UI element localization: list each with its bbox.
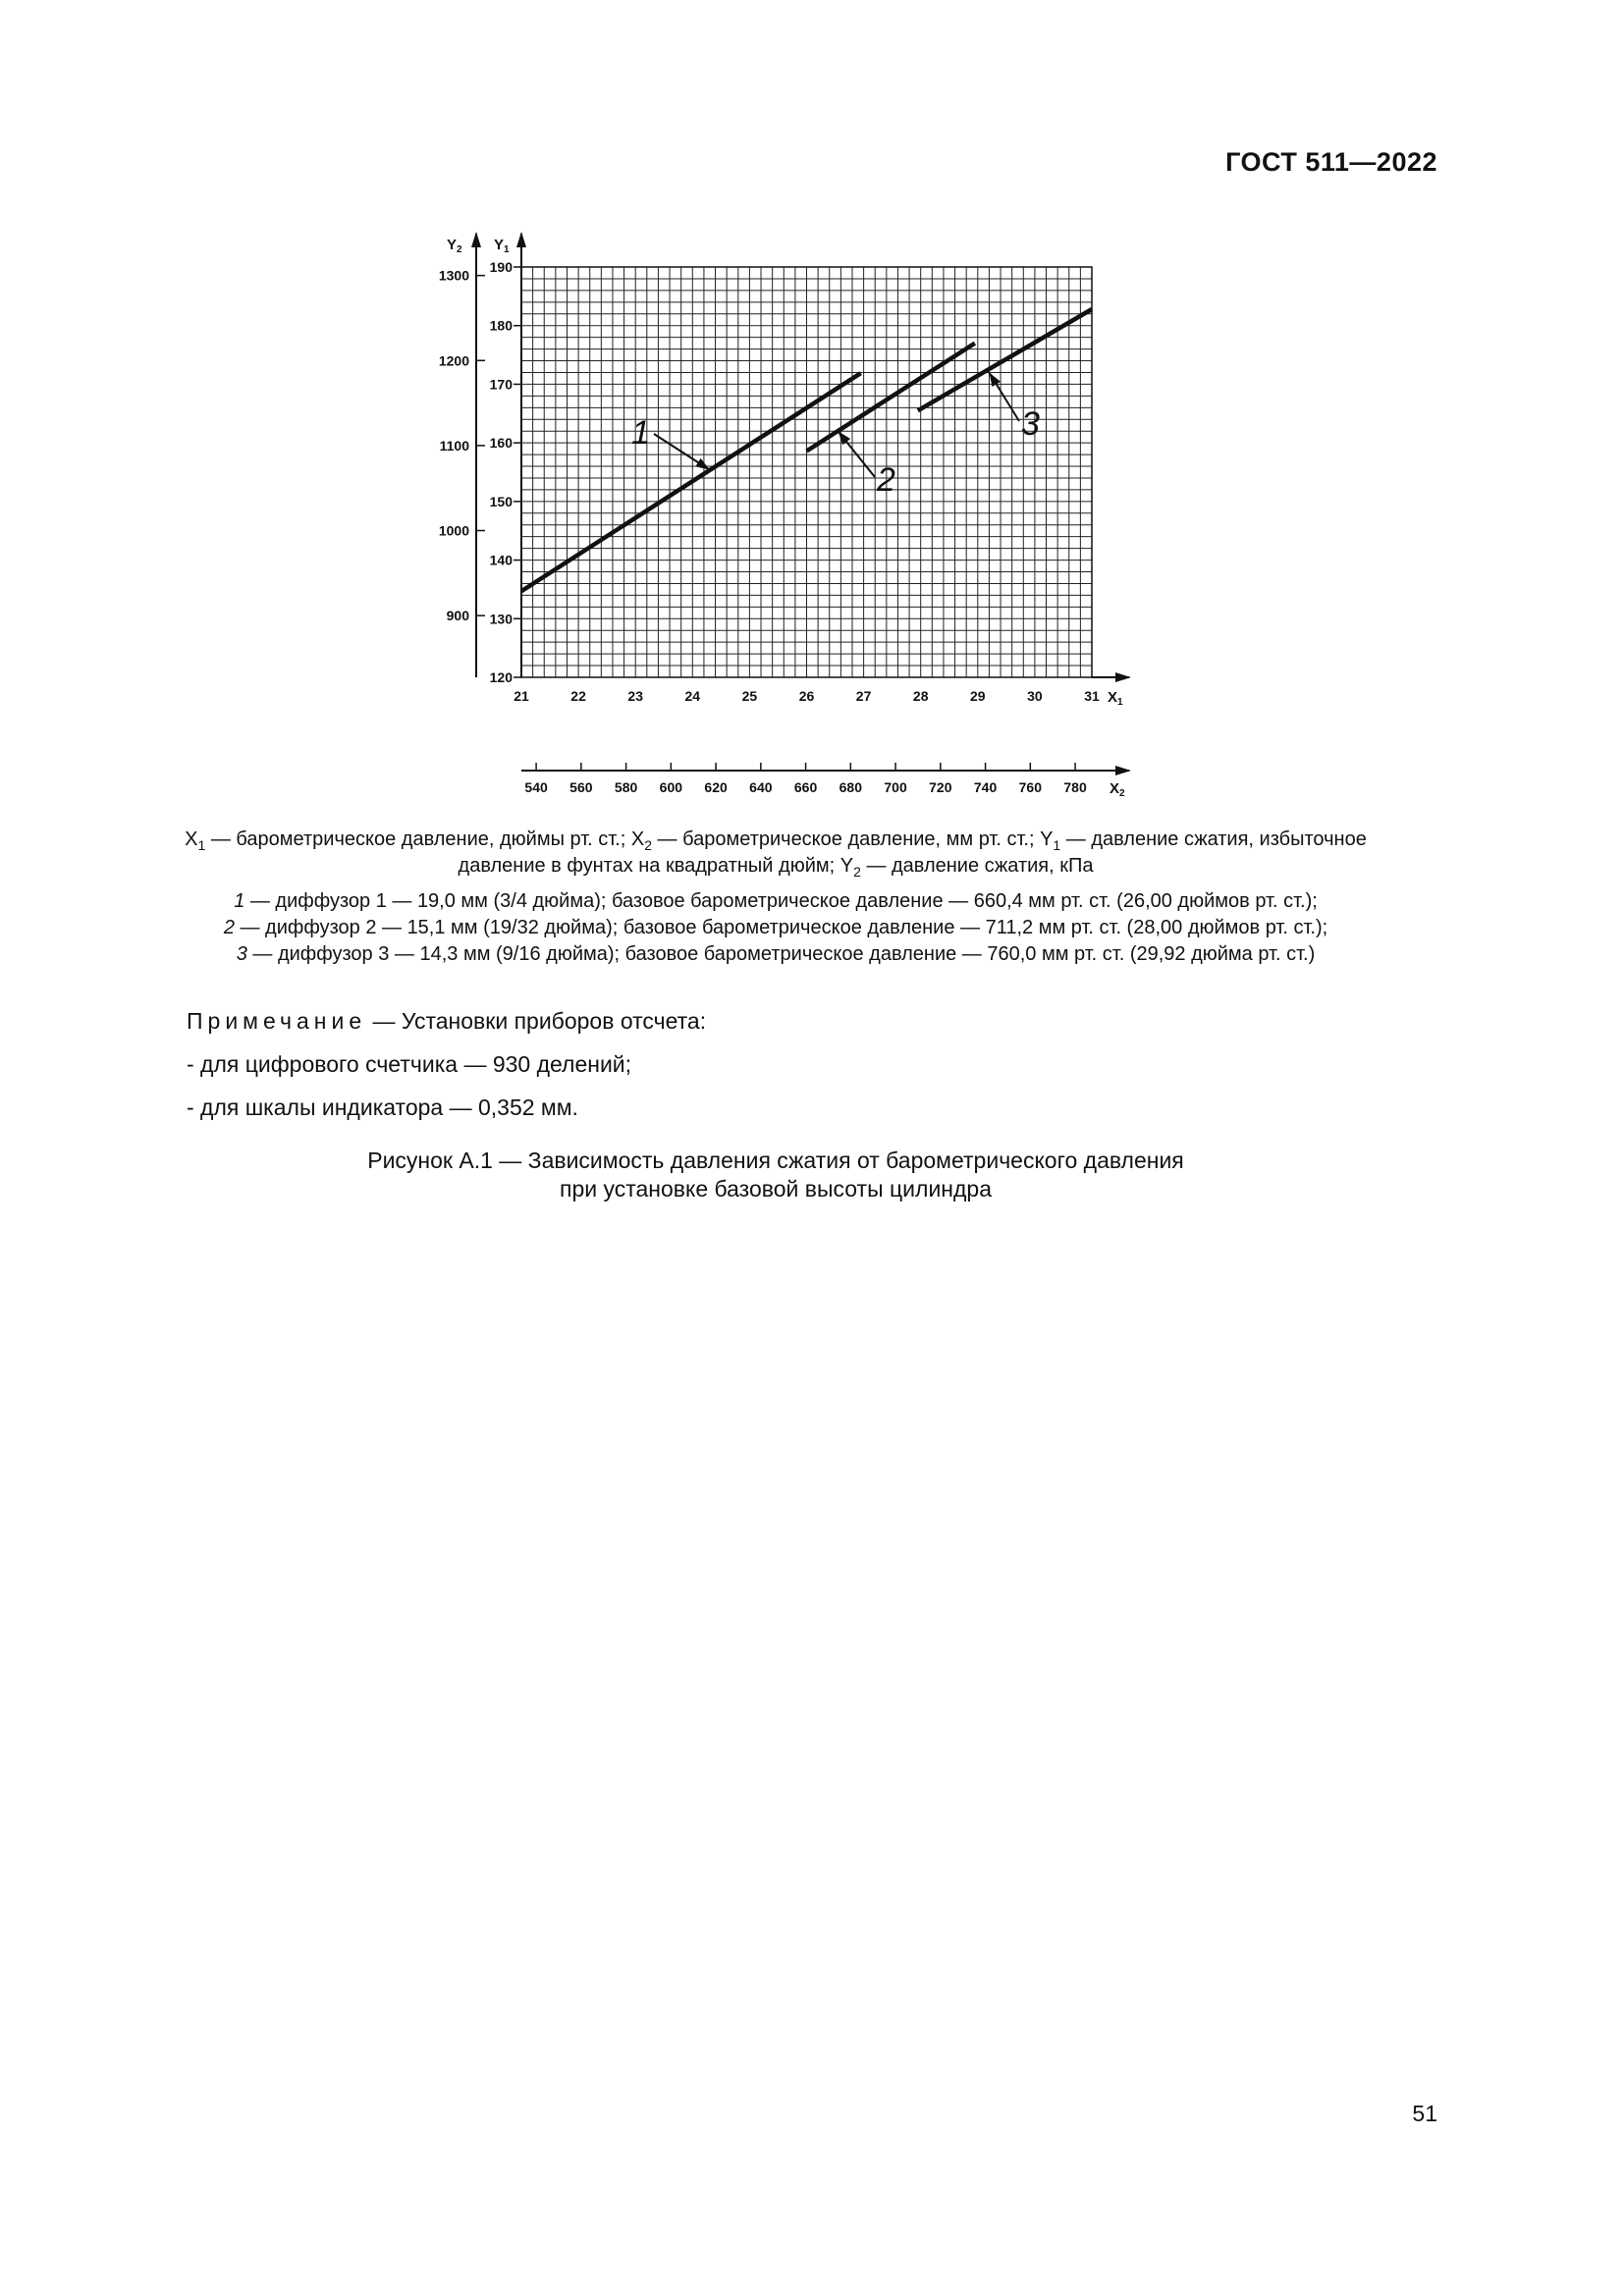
x2-tick-label: 620 [704, 779, 728, 795]
legend-line-2: давление в фунтах на квадратный дюйм; $Y_2$ — давление сжатия, кПа [458, 855, 1094, 880]
x1-tick-label: 23 [627, 688, 643, 704]
series-line-1 [521, 373, 861, 591]
series-notes [98, 888, 1453, 968]
y1-tick-label: 180 [489, 317, 513, 334]
chart-grid [521, 267, 1092, 677]
y1-tick-label: 120 [489, 669, 513, 685]
y2-tick-label: 1100 [439, 437, 469, 454]
note-heading [187, 999, 706, 1042]
legend-line-1: $X_1$ — барометрическое давление, дюймы рт. ст.; $X_2$ — барометрическое давление, мм рт. ст.; $Y_1$ — давление сжатия, избыточное [185, 828, 1367, 853]
series-line-2 [807, 344, 975, 452]
x2-tick-label: 600 [659, 779, 683, 795]
x1-tick-label: 22 [570, 688, 586, 704]
x2-tick-label: 680 [839, 779, 863, 795]
y1-tick-label: 130 [489, 611, 513, 627]
x2-tick-label: 540 [524, 779, 548, 795]
pressure-chart [0, 0, 1624, 844]
note-intro: — Установки приборов отсчета: [366, 1008, 707, 1034]
y2-tick-label: 1000 [438, 522, 469, 539]
x1-tick-label: 28 [912, 688, 929, 704]
y1-tick-label: 190 [489, 259, 513, 275]
series-note: 1 — диффузор 1 — 19,0 мм (3/4 дюйма); базовое барометрическое давление — 660,4 мм рт. ст. (26,00 дюймов рт. ст.); [234, 890, 1318, 912]
x2-tick-label: 640 [749, 779, 773, 795]
series-note: 3 — диффузор 3 — 14,3 мм (9/16 дюйма); базовое барометрическое давление — 760,0 мм рт. ст. (29,92 дюйма рт. ст.) [236, 943, 1316, 965]
x1-tick-label: 26 [798, 688, 815, 704]
series-note: 2 — диффузор 2 — 15,1 мм (19/32 дюйма); базовое барометрическое давление — 711,2 мм рт. ст. (28,00 дюймов рт. ст.); [223, 917, 1328, 938]
x1-tick-label: 24 [684, 688, 701, 704]
note-item: - для цифрового счетчика — 930 делений; [187, 1051, 632, 1077]
x2-tick-label: 740 [973, 779, 998, 795]
x2-axis-arrow [1115, 766, 1131, 775]
x2-tick-label: 780 [1063, 779, 1087, 795]
x1-tick-label: 29 [970, 688, 986, 704]
note-item: - для шкалы индикатора — 0,352 мм. [187, 1095, 578, 1120]
page-number: 51 [1412, 2101, 1437, 2126]
y1-tick-label: 170 [489, 376, 513, 393]
caption-line-2: при установке базовой высоты цилиндра [560, 1176, 992, 1201]
x2-tick-label: 720 [929, 779, 952, 795]
x2-tick-label: 560 [569, 779, 593, 795]
callout-label-3: 3 [1021, 405, 1040, 443]
chart-labels [439, 237, 1125, 799]
note-block [187, 999, 706, 1129]
x2-tick-label: 760 [1018, 779, 1043, 795]
x1-tick-label: 25 [741, 688, 758, 704]
note-label: Примечание [187, 1008, 367, 1034]
x1-tick-label: 27 [855, 688, 872, 704]
y2-axis-arrow [471, 232, 481, 247]
x1-tick-label: 31 [1084, 688, 1100, 704]
callout-arrow-1 [695, 458, 709, 470]
x1-axis-arrow [1115, 672, 1131, 682]
x1-tick-label: 30 [1027, 688, 1043, 704]
y2-axis-name: $Y_2$ [447, 237, 462, 255]
document-standard-id: ГОСТ 511—2022 [1225, 147, 1437, 177]
callout-label-1: 1 [631, 414, 650, 452]
y1-tick-label: 160 [489, 435, 513, 452]
callout-label-2: 2 [877, 461, 895, 499]
x2-tick-label: 580 [614, 779, 638, 795]
y2-tick-label: 900 [446, 608, 469, 624]
x1-tick-label: 21 [514, 688, 529, 704]
y1-tick-label: 150 [489, 493, 513, 509]
x2-axis-name: $X_2$ [1110, 780, 1125, 799]
y2-tick-label: 1200 [438, 352, 469, 369]
caption-line-1: Рисунок А.1 — Зависимость давления сжатия от барометрического давления [367, 1148, 1184, 1173]
x1-axis-name: $X_1$ [1108, 689, 1123, 708]
figure-caption [98, 1147, 1453, 1203]
x2-tick-label: 700 [884, 779, 907, 795]
y2-tick-label: 1300 [438, 267, 469, 284]
y1-tick-label: 140 [489, 552, 513, 568]
y1-axis-name: $Y_1$ [494, 237, 510, 255]
x2-tick-label: 660 [793, 779, 818, 795]
y1-axis-arrow [516, 232, 526, 247]
